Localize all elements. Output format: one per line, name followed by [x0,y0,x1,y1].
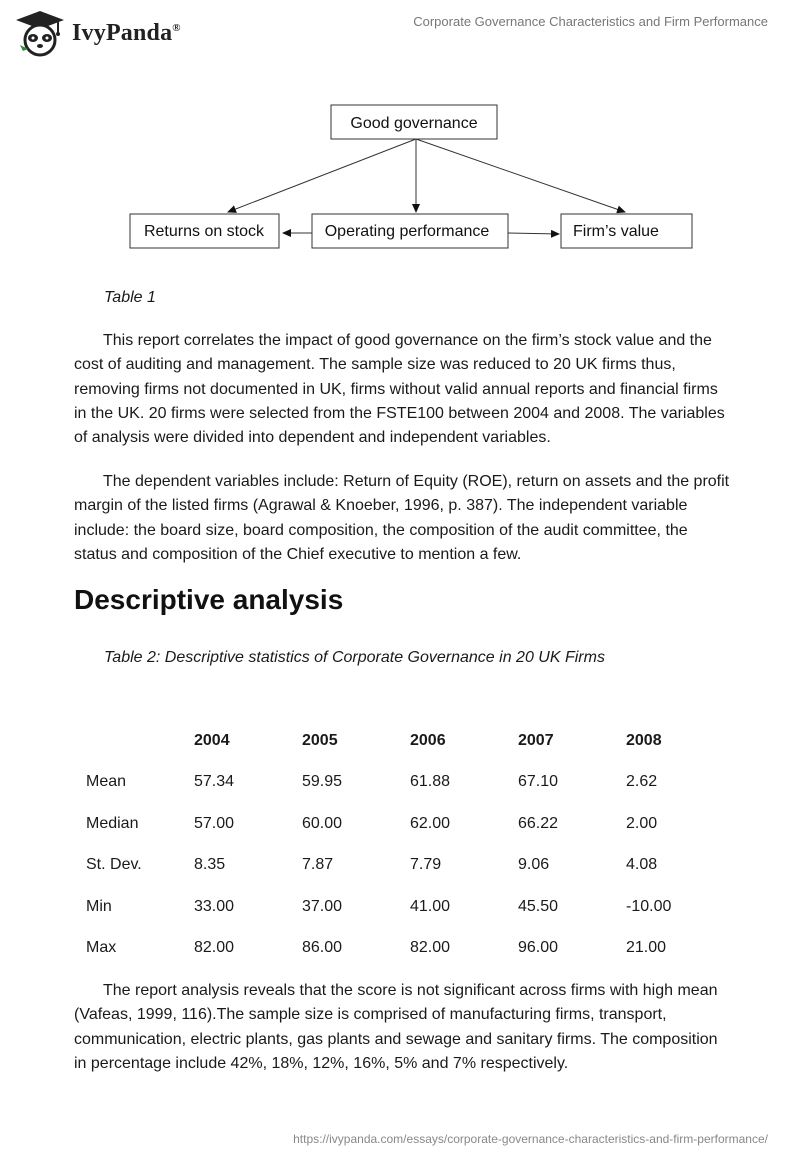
table-cell: 8.35 [194,856,226,874]
table-cell: 57.34 [194,773,235,791]
row-label: Max [86,939,117,957]
panda-graduate-icon [14,9,66,57]
table-cell: 61.88 [410,773,451,791]
brand-name: IvyPanda® [72,19,181,46]
table-cell: 7.87 [302,856,334,874]
table2-caption: Table 2: Descriptive statistics of Corporate Governance in 20 UK Firms [104,649,605,666]
table-header-cell: 2007 [518,731,554,749]
section-heading: Descriptive analysis [74,584,344,615]
table-cell: 41.00 [410,897,451,915]
governance-diagram [0,90,800,270]
svg-text:Returns on stock: Returns on stock [143,223,265,240]
row-label: St. Dev. [86,856,142,874]
table-cell: 86.00 [302,939,343,957]
table-cell: 60.00 [302,814,343,832]
closing-paragraph: The report analysis reveals that the score is not significant across firms with high mean (Vafeas, 1999, 116).The sample size is comprised of manufacturing firms, transport, communication, electric plants, gas plants and sewage and sanitary firms. The composition in percentage include 42%, 18%, 12%, 16%, 5% and 7% respectively. [74,982,718,1072]
table-cell: 33.00 [194,897,235,915]
paragraph-2: The dependent variables include: Return of Equity (ROE), return on assets and the profit margin of the listed firms (Agrawal & Knoeber, 1996, p. 387). The independent variable include: the board size, board composition, the composition of the audit committee, the status and composition of the Chief executive to mention a few. [74,473,730,563]
svg-text:Good governance: Good governance [350,115,478,132]
table-cell: 2.62 [626,773,658,791]
table-header-cell: 2006 [410,731,446,749]
diagram-node-returns-on-stock [130,214,279,248]
brand-logo[interactable] [14,8,181,58]
table-cell: 57.00 [194,814,235,832]
row-label: Min [86,897,112,915]
row-label: Median [86,814,139,832]
table-cell: 59.95 [302,773,343,791]
table-cell: 96.00 [518,939,559,957]
table-row [74,803,722,845]
table-cell: 45.50 [518,897,559,915]
table-row [74,886,722,928]
diagram-node-firms-value [561,214,692,248]
table-cell: 21.00 [626,939,667,957]
table-row [74,845,722,887]
row-label: Mean [86,773,127,791]
running-title: Corporate Governance Characteristics and Firm Performance [413,14,768,29]
diagram-node-operating-performance [312,214,508,248]
table-header-cell: 2004 [194,731,230,749]
table-header-cell: 2008 [626,731,662,749]
table-cell: 62.00 [410,814,451,832]
table-cell: 67.10 [518,773,559,791]
svg-text:Operating performance: Operating performance [324,223,490,240]
diagram-node-good-governance [331,105,497,139]
paragraph-1: This report correlates the impact of good governance on the firm’s stock value and the cost of auditing and management. The sample size was reduced to 20 UK firms thus, removing firms not documented in UK, firms without valid annual reports and financial firms in the UK. 20 firms were selected from the FSTE100 between 2004 and 2008. The variables of analysis were divided into dependent and independent variables. [74,332,725,447]
table-header-cell [74,720,182,762]
table-cell: 37.00 [302,897,343,915]
descriptive-stats-table [74,720,722,969]
table-cell: 2.00 [626,814,658,832]
table-cell: -10.00 [626,897,672,915]
table1-caption: Table 1 [104,289,156,306]
table-cell: 9.06 [518,856,550,874]
table-header-row [74,720,722,762]
table-cell: 4.08 [626,856,658,874]
table-cell: 82.00 [194,939,235,957]
table-header-cell: 2005 [302,731,338,749]
table-cell: 82.00 [410,939,451,957]
source-url-link[interactable]: https://ivypanda.com/essays/corporate-governance-characteristics-and-firm-performance/ [293,1132,768,1146]
table-cell: 66.22 [518,814,559,832]
svg-text:Firm’s value: Firm’s value [573,223,659,240]
table-row [74,928,722,970]
table-row [74,762,722,804]
table-cell: 7.79 [410,856,442,874]
